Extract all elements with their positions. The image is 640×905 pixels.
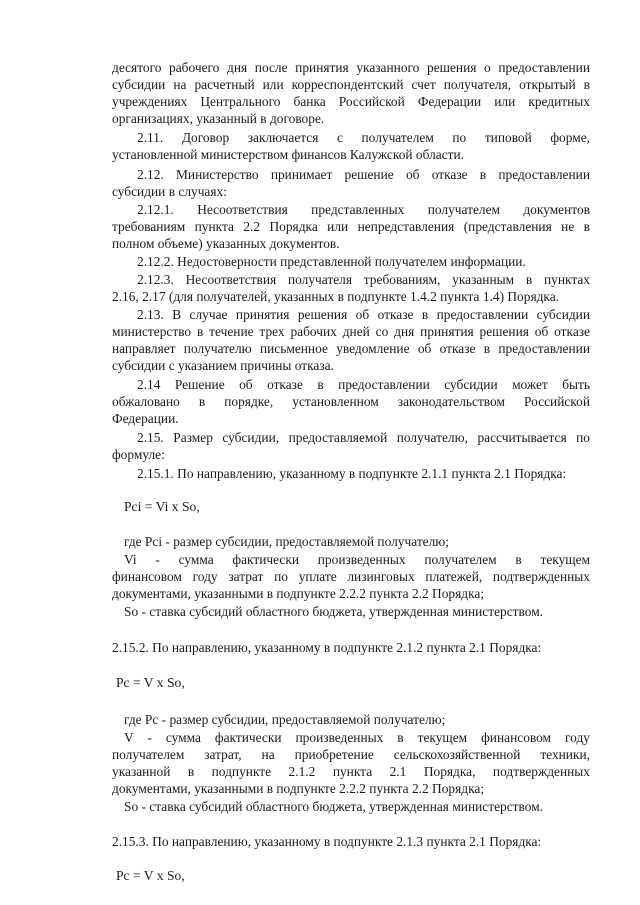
- text-line: учреждениях Центрального банка Российской Федерации или кредитных: [112, 94, 590, 109]
- text-line: указанной в подпункте 2.1.2 пункта 2.1 Порядка, подтвержденных: [112, 764, 590, 779]
- text-line: 2.12.1. Несоответствия представленных получателем документов: [137, 202, 590, 217]
- text-line: 2.15. Размер субсидии, предоставляемой получателю, рассчитывается по: [137, 430, 590, 445]
- text-line: субсидии с указанием причины отказа.: [112, 358, 334, 373]
- text-line: где Pc - размер субсидии, предоставляемой получателю;: [124, 712, 446, 727]
- text-line: направляет получателю письменное уведомление об отказе в предоставлении: [112, 341, 590, 356]
- text-line: получателем затрат, на приобретение сельскохозяйственной техники,: [112, 747, 590, 762]
- text-line: финансовом году затрат по уплате лизинговых платежей, подтвержденных: [112, 569, 590, 584]
- text-line: где Pci - размер субсидии, предоставляемой получателю;: [124, 534, 450, 549]
- text-line: министерство в течение трех рабочих дней со дня принятия решения об отказе: [112, 324, 590, 339]
- text-line: требованиям пункта 2.2 Порядка или непредставления (представления не в: [112, 219, 590, 234]
- text-line: субсидии в случаях:: [112, 184, 227, 199]
- text-line: установленной министерством финансов Калужской области.: [112, 147, 465, 162]
- formula: Pc = V x So,: [116, 868, 185, 883]
- text-line: So - ставка субсидий областного бюджета, утвержденная министерством.: [124, 799, 544, 814]
- text-line: 2.13. В случае принятия решения об отказе в предоставлении субсидии: [137, 307, 590, 322]
- text-line: формуле:: [112, 447, 165, 462]
- text-line: Федерации.: [112, 411, 179, 426]
- text-line: документами, указанными в подпункте 2.2.2 пункта 2.2 Порядка;: [112, 586, 485, 601]
- formula: Pci = Vi x So,: [124, 499, 200, 514]
- text-line: десятого рабочего дня после принятия указанного решения о предоставлении: [112, 60, 590, 75]
- text-line: субсидии на расчетный или корреспондентский счет получателя, открытый в: [112, 77, 590, 92]
- formula: Pc = V x So,: [116, 675, 185, 690]
- text-line: 2.16, 2.17 (для получателей, указанных в подпункте 1.4.2 пункта 1.4) Порядка.: [112, 289, 560, 304]
- text-line: 2.15.3. По направлению, указанному в подпункте 2.1.3 пункта 2.1 Порядка:: [112, 834, 542, 849]
- text-line: So - ставка субсидий областного бюджета, утвержденная министерством.: [124, 604, 544, 619]
- text-line: V - сумма фактически произведенных в текущем финансовом году: [124, 730, 590, 745]
- text-line: Vi - сумма фактически произведенных получателем в текущем: [124, 552, 590, 567]
- text-line: 2.12.3. Несоответствия получателя требованиям, указанным в пунктах: [137, 272, 590, 287]
- text-line: 2.15.2. По направлению, указанному в подпункте 2.1.2 пункта 2.1 Порядка:: [112, 640, 542, 655]
- text-line: 2.12.2. Недостоверности представленной получателем информации.: [137, 254, 526, 269]
- text-line: 2.12. Министерство принимает решение об отказе в предоставлении: [137, 167, 590, 182]
- text-line: обжаловано в порядке, установленном законодательством Российской: [112, 394, 590, 409]
- text-line: 2.11. Договор заключается с получателем по типовой форме,: [137, 130, 590, 145]
- text-line: документами, указанными в подпункте 2.2.2 пункта 2.2 Порядка;: [112, 781, 485, 796]
- text-line: 2.15.1. По направлению, указанному в подпункте 2.1.1 пункта 2.1 Порядка:: [137, 466, 567, 481]
- text-line: 2.14 Решение об отказе в предоставлении субсидии может быть: [137, 377, 590, 392]
- text-line: полном объеме) указанных документов.: [112, 236, 340, 251]
- text-line: организациях, указанный в договоре.: [112, 111, 325, 126]
